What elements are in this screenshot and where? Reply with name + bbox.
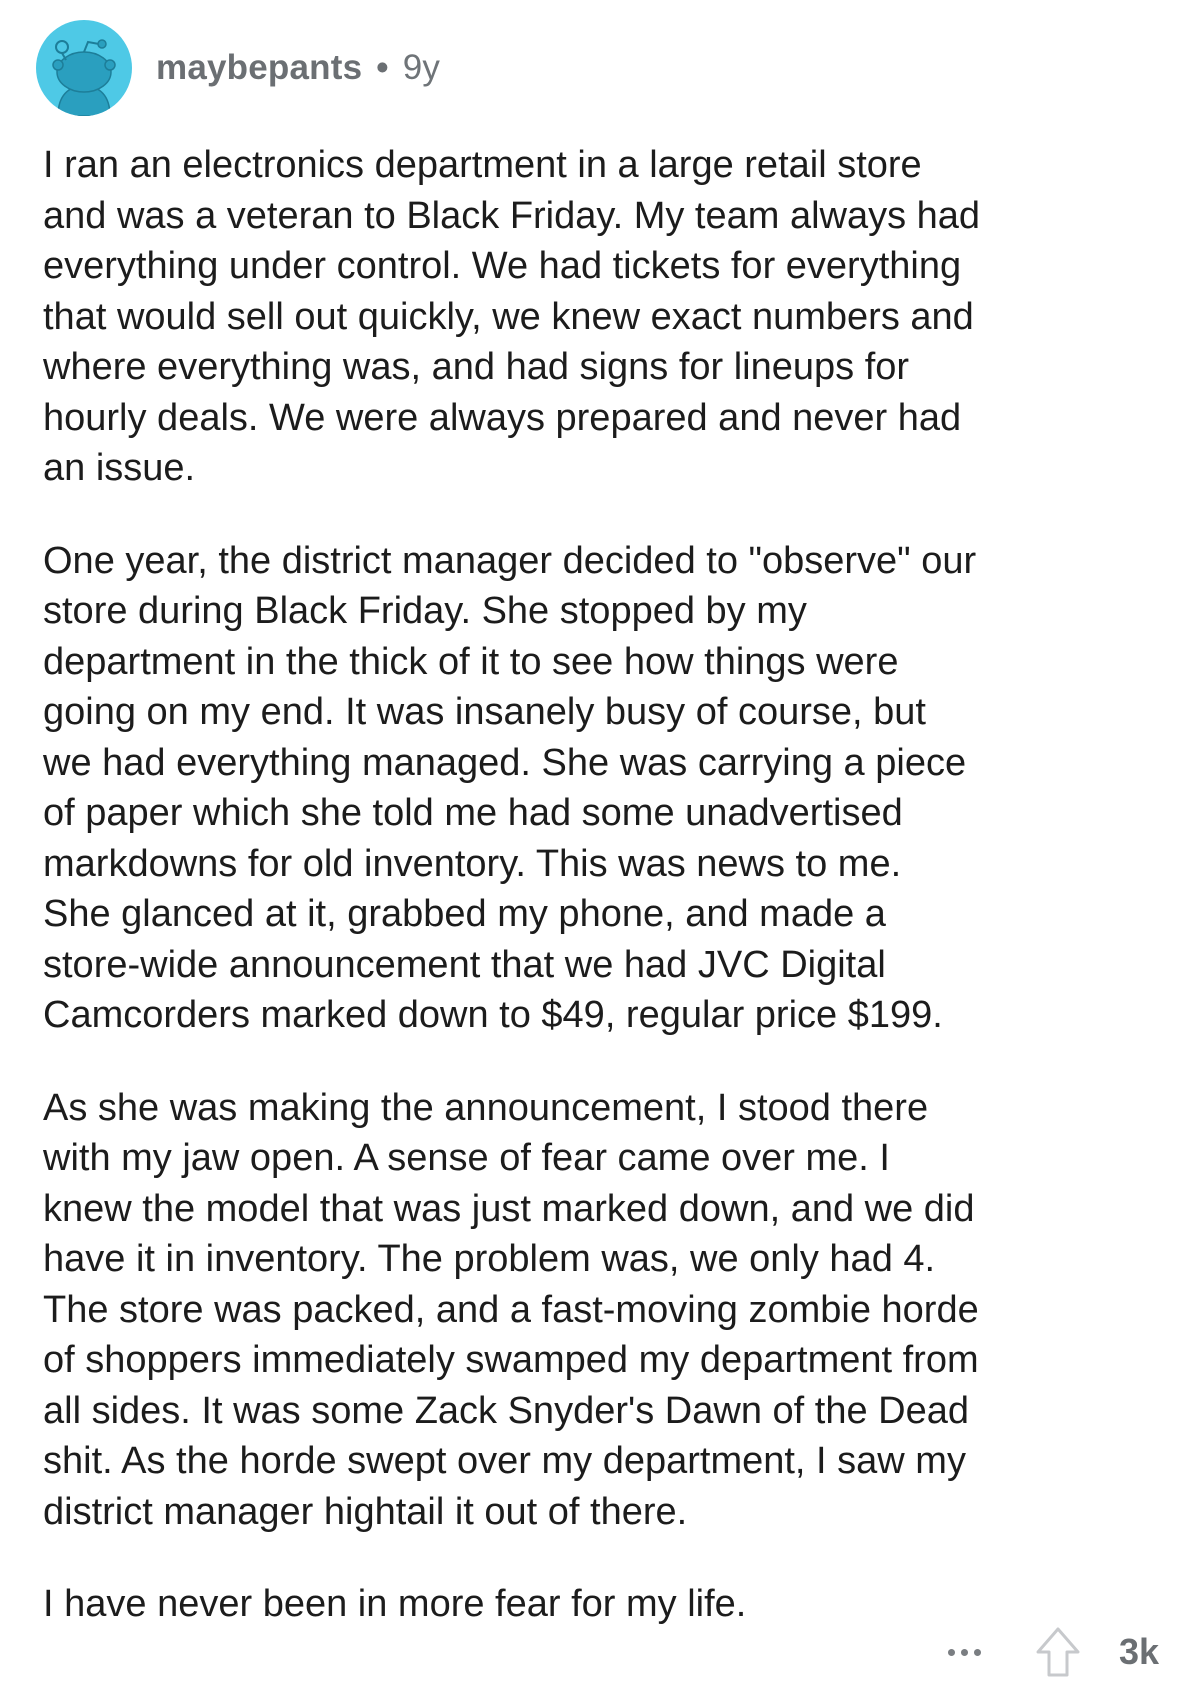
- more-dot: [948, 1649, 955, 1656]
- snoo-avatar-icon[interactable]: [36, 20, 132, 116]
- more-dot: [974, 1649, 981, 1656]
- comment-paragraph: I ran an electronics department in a large retail store and was a veteran to Black Friday. My team always had everything under control. We had tickets for everything that would sell out quickly, we knew exact numbers and where everything was, and had signs for lineups for hourly deals. We were always prepared and never had an issue.: [43, 144, 981, 489]
- comment-body: [43, 140, 1153, 1672]
- comment-paragraph: One year, the district manager decided to "observe" our store during Black Friday. She stopped by my department in the thick of it to see how things were going on my end. It was insanely busy of course, but we had everything managed. She was carrying a piece of paper which she told me had some unadvertised markdowns for old inventory. This was news to me. She glanced at it, grabbed my phone, and made a store-wide announcement that we had JVC Digital Camcorders marked down to $49, regular price $199.: [43, 539, 977, 1036]
- comment-paragraph: I have never been in more fear for my life.: [43, 1583, 747, 1625]
- vote-score: 3k: [1118, 1631, 1159, 1672]
- upvote-arrow-icon[interactable]: [1035, 1626, 1081, 1678]
- snoo-avatar-graphic: [36, 20, 132, 116]
- author-username[interactable]: maybepants: [156, 48, 363, 87]
- meta-separator: •: [376, 48, 389, 87]
- comment-actions: [948, 1617, 1159, 1687]
- comment-header: [36, 20, 440, 116]
- comment-paragraph: As she was making the announcement, I stood there with my jaw open. A sense of fear came over me. I knew the model that was just marked down, and we did have it in inventory. The problem was, we only had 4. The store was packed, and a fast-moving zombie horde of shoppers immediately swamped my department from all sides. It was some Zack Snyder's Dawn of the Dead shit. As the horde swept over my department, I saw my district manager hightail it out of there.: [43, 1086, 979, 1533]
- more-options-icon[interactable]: [948, 1649, 981, 1656]
- comment-age: 9y: [402, 48, 441, 87]
- comment-meta: [156, 48, 440, 88]
- more-dot: [961, 1649, 968, 1656]
